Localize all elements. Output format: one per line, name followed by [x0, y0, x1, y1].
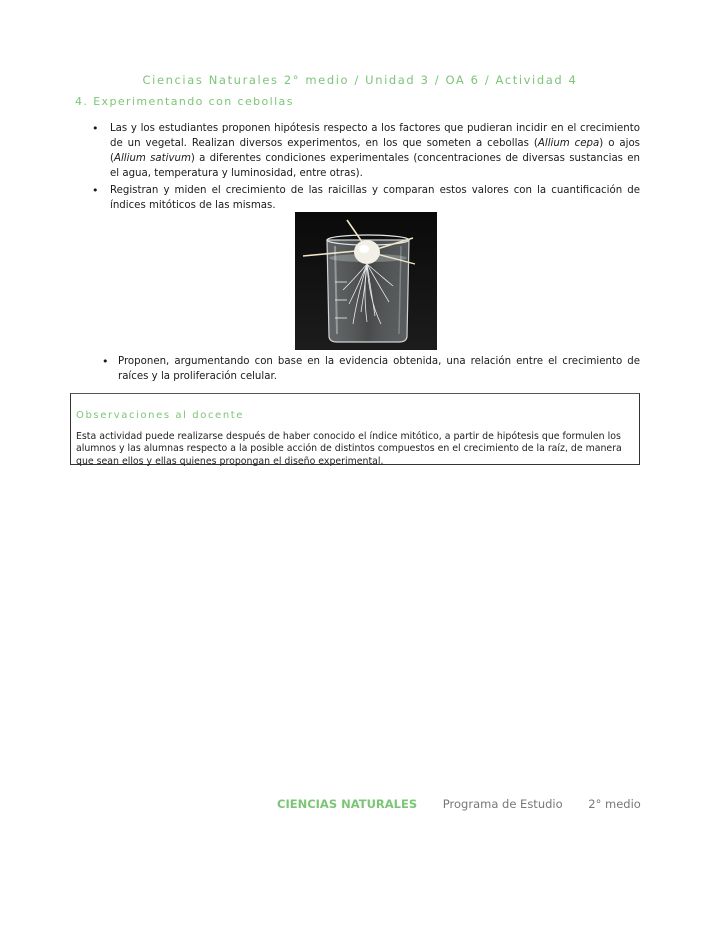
teacher-notes-box [70, 393, 640, 465]
footer-subject: CIENCIAS NATURALES [277, 797, 418, 811]
species-name-garlic: Allium sativum [113, 153, 191, 164]
conclusion-list [102, 354, 640, 384]
section-title: 4. Experimentando con cebollas [75, 95, 294, 108]
onion-in-beaker-photo [295, 212, 437, 350]
list-item: • Registran y miden el crecimiento de las raicillas y comparan estos valores con la cuantificación de índices mitóticos de las mismas. [92, 183, 640, 213]
species-name-onion: Allium cepa [537, 138, 600, 149]
teacher-notes-title: Observaciones al docente [76, 410, 245, 421]
page-footer [277, 797, 641, 811]
list-item: • Las y los estudiantes proponen hipótesis respecto a los factores que pudieran incidir en el crecimiento de un vegetal. Realizan diversos experimentos, en los que someten a cebollas (Allium cepa) o ajos (Allium sativum) a diferentes condiciones experimentales (concentraciones de diversas sustancias en el agua, temperatura y luminosidad, entre otras). [92, 121, 640, 181]
list-item: • Proponen, argumentando con base en la evidencia obtenida, una relación entre el crecimiento de raíces y la proliferación celular. [102, 354, 640, 384]
page-header: Ciencias Naturales 2° medio / Unidad 3 / OA 6 / Actividad 4 [142, 73, 578, 87]
activity-list [92, 121, 640, 215]
footer-grade: 2° medio [588, 797, 641, 811]
footer-program: Programa de Estudio [442, 797, 563, 811]
teacher-notes-text: Esta actividad puede realizarse después de haber conocido el índice mitótico, a partir de hipótesis que formulen los alumnos y las alumnas respecto a la posible acción de distintos compuestos en el crecimiento de la raíz, de manera que sean ellos y ellas quienes propongan el diseño experimental. [76, 431, 622, 467]
